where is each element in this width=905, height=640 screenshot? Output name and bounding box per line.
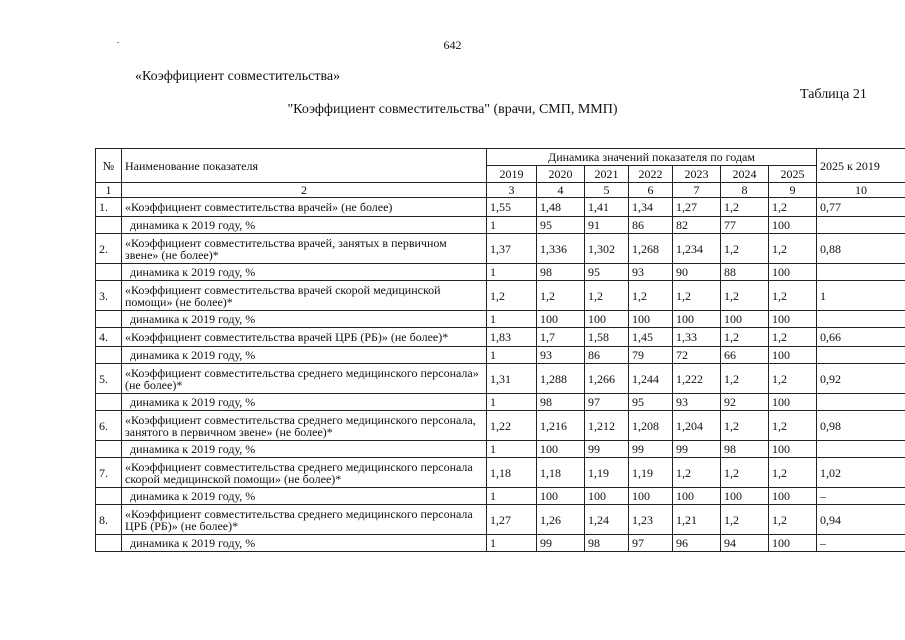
dynamics-row xyxy=(96,347,905,364)
header-year: 2023 xyxy=(673,166,721,183)
dynamics-value: 72 xyxy=(673,347,721,364)
year-value: 1,31 xyxy=(487,364,537,394)
dynamics-value: 100 xyxy=(673,488,721,505)
dynamics-row xyxy=(96,217,905,234)
dynamics-value: 91 xyxy=(585,217,629,234)
year-value: 1,244 xyxy=(629,364,673,394)
year-value: 1,7 xyxy=(537,328,585,347)
row-number: 5. xyxy=(96,364,122,394)
year-value: 1,2 xyxy=(769,458,817,488)
column-number: 4 xyxy=(537,183,585,198)
indicator-name: «Коэффициент совместительства среднего медицинского персонала скорой медицинской помощи» (не более)* xyxy=(122,458,487,488)
dynamics-label: динамика к 2019 году, % xyxy=(122,311,487,328)
dynamics-row xyxy=(96,441,905,458)
ratio-value: 0,77 xyxy=(817,198,905,217)
year-value: 1,26 xyxy=(537,505,585,535)
year-value: 1,83 xyxy=(487,328,537,347)
indicator-name: «Коэффициент совместительства врачей скорой медицинской помощи» (не более)* xyxy=(122,281,487,311)
coefficient-table xyxy=(95,148,905,552)
year-value: 1,27 xyxy=(487,505,537,535)
dynamics-value: 100 xyxy=(769,535,817,552)
dynamics-label: динамика к 2019 году, % xyxy=(122,441,487,458)
year-value: 1,2 xyxy=(769,328,817,347)
empty-cell xyxy=(96,394,122,411)
table-row xyxy=(96,458,905,488)
ratio-value: 1,02 xyxy=(817,458,905,488)
dynamics-value: 95 xyxy=(629,394,673,411)
empty-cell xyxy=(96,347,122,364)
dynamics-value: 100 xyxy=(769,441,817,458)
dynamics-value: 98 xyxy=(721,441,769,458)
year-value: 1,22 xyxy=(487,411,537,441)
year-value: 1,27 xyxy=(673,198,721,217)
dynamics-value: 96 xyxy=(673,535,721,552)
page-number: 642 xyxy=(443,38,462,52)
year-value: 1,266 xyxy=(585,364,629,394)
dynamics-label: динамика к 2019 году, % xyxy=(122,535,487,552)
year-value: 1,2 xyxy=(721,281,769,311)
year-value: 1,2 xyxy=(769,281,817,311)
ratio-value: 0,88 xyxy=(817,234,905,264)
dynamics-value: 100 xyxy=(585,311,629,328)
dynamics-value: 93 xyxy=(537,347,585,364)
table-row xyxy=(96,505,905,535)
year-value: 1,216 xyxy=(537,411,585,441)
dynamics-value: 100 xyxy=(721,488,769,505)
year-value: 1,55 xyxy=(487,198,537,217)
year-value: 1,23 xyxy=(629,505,673,535)
dynamics-value: 95 xyxy=(585,264,629,281)
year-value: 1,34 xyxy=(629,198,673,217)
year-value: 1,21 xyxy=(673,505,721,535)
empty-cell xyxy=(96,217,122,234)
year-value: 1,24 xyxy=(585,505,629,535)
year-value: 1,2 xyxy=(537,281,585,311)
dynamics-value: 100 xyxy=(769,311,817,328)
year-value: 1,2 xyxy=(721,458,769,488)
empty-cell xyxy=(96,441,122,458)
dynamics-value: 95 xyxy=(537,217,585,234)
header-dynamics: Динамика значений показателя по годам xyxy=(487,149,817,166)
dynamics-value: 94 xyxy=(721,535,769,552)
table-row xyxy=(96,281,905,311)
dynamics-row xyxy=(96,311,905,328)
section-title: «Коэффициент совместительства» xyxy=(135,69,341,84)
dynamics-value: 100 xyxy=(629,488,673,505)
year-value: 1,18 xyxy=(487,458,537,488)
dynamics-value: 100 xyxy=(537,311,585,328)
dynamics-label: динамика к 2019 году, % xyxy=(122,264,487,281)
empty-cell xyxy=(96,311,122,328)
dynamics-row xyxy=(96,535,905,552)
dynamics-value: 98 xyxy=(585,535,629,552)
header-year: 2025 xyxy=(769,166,817,183)
header-year: 2020 xyxy=(537,166,585,183)
dynamics-ratio xyxy=(817,441,905,458)
dynamics-value: 100 xyxy=(673,311,721,328)
dynamics-value: 88 xyxy=(721,264,769,281)
dynamics-ratio xyxy=(817,264,905,281)
dynamics-value: 100 xyxy=(769,488,817,505)
year-value: 1,302 xyxy=(585,234,629,264)
year-value: 1,2 xyxy=(769,364,817,394)
column-number: 2 xyxy=(122,183,487,198)
dynamics-value: 100 xyxy=(585,488,629,505)
indicator-name: «Коэффициент совместительства врачей» (не более) xyxy=(122,198,487,217)
dynamics-value: 93 xyxy=(673,394,721,411)
dynamics-value: 97 xyxy=(585,394,629,411)
header-year: 2021 xyxy=(585,166,629,183)
year-value: 1,212 xyxy=(585,411,629,441)
column-number: 1 xyxy=(96,183,122,198)
dynamics-label: динамика к 2019 году, % xyxy=(122,488,487,505)
dynamics-value: 1 xyxy=(487,535,537,552)
header-num: № xyxy=(96,149,122,183)
year-value: 1,2 xyxy=(721,505,769,535)
dynamics-value: 99 xyxy=(629,441,673,458)
year-value: 1,204 xyxy=(673,411,721,441)
dynamics-value: 99 xyxy=(585,441,629,458)
table-caption: "Коэффициент совместительства" (врачи, СМП, ММП) xyxy=(287,102,618,117)
year-value: 1,336 xyxy=(537,234,585,264)
table-label: Таблица 21 xyxy=(800,87,867,102)
dynamics-value: 100 xyxy=(721,311,769,328)
ratio-value: 0,92 xyxy=(817,364,905,394)
dynamics-ratio xyxy=(817,347,905,364)
year-value: 1,58 xyxy=(585,328,629,347)
indicator-name: «Коэффициент совместительства врачей ЦРБ (РБ)» (не более)* xyxy=(122,328,487,347)
indicator-name: «Коэффициент совместительства среднего медицинского персонала» (не более)* xyxy=(122,364,487,394)
year-value: 1,33 xyxy=(673,328,721,347)
year-value: 1,2 xyxy=(769,411,817,441)
dynamics-row xyxy=(96,394,905,411)
dynamics-value: 92 xyxy=(721,394,769,411)
dynamics-value: 79 xyxy=(629,347,673,364)
dynamics-ratio xyxy=(817,394,905,411)
dynamics-ratio: – xyxy=(817,488,905,505)
dynamics-value: 1 xyxy=(487,264,537,281)
empty-cell xyxy=(96,264,122,281)
dynamics-value: 66 xyxy=(721,347,769,364)
column-number: 5 xyxy=(585,183,629,198)
indicator-name: «Коэффициент совместительства среднего медицинского персонала, занятого в первичном звене» (не более)* xyxy=(122,411,487,441)
year-value: 1,268 xyxy=(629,234,673,264)
header-year: 2019 xyxy=(487,166,537,183)
column-number: 3 xyxy=(487,183,537,198)
dynamics-value: 90 xyxy=(673,264,721,281)
column-number: 8 xyxy=(721,183,769,198)
dynamics-value: 100 xyxy=(629,311,673,328)
column-number: 7 xyxy=(673,183,721,198)
year-value: 1,37 xyxy=(487,234,537,264)
year-value: 1,45 xyxy=(629,328,673,347)
dynamics-value: 99 xyxy=(537,535,585,552)
dynamics-ratio xyxy=(817,217,905,234)
dynamics-label: динамика к 2019 году, % xyxy=(122,217,487,234)
dynamics-value: 86 xyxy=(629,217,673,234)
dynamics-value: 1 xyxy=(487,394,537,411)
year-value: 1,2 xyxy=(673,458,721,488)
header-year: 2024 xyxy=(721,166,769,183)
year-value: 1,2 xyxy=(769,234,817,264)
dynamics-value: 93 xyxy=(629,264,673,281)
dynamics-value: 100 xyxy=(769,394,817,411)
dynamics-value: 1 xyxy=(487,217,537,234)
ratio-value: 0,94 xyxy=(817,505,905,535)
table-row xyxy=(96,364,905,394)
ratio-value: 0,98 xyxy=(817,411,905,441)
year-value: 1,208 xyxy=(629,411,673,441)
dynamics-ratio xyxy=(817,311,905,328)
header-year: 2022 xyxy=(629,166,673,183)
dynamics-value: 99 xyxy=(673,441,721,458)
ratio-value: 0,66 xyxy=(817,328,905,347)
dynamics-value: 100 xyxy=(537,441,585,458)
year-value: 1,2 xyxy=(721,198,769,217)
row-number: 2. xyxy=(96,234,122,264)
empty-cell xyxy=(96,535,122,552)
dynamics-row xyxy=(96,488,905,505)
dynamics-value: 86 xyxy=(585,347,629,364)
year-value: 1,2 xyxy=(721,328,769,347)
dynamics-value: 1 xyxy=(487,311,537,328)
row-number: 4. xyxy=(96,328,122,347)
dynamics-row xyxy=(96,264,905,281)
column-number: 10 xyxy=(817,183,905,198)
table-row xyxy=(96,198,905,217)
header-ratio: 2025 к 2019 xyxy=(817,149,905,183)
row-number: 8. xyxy=(96,505,122,535)
year-value: 1,2 xyxy=(721,234,769,264)
dynamics-value: 98 xyxy=(537,264,585,281)
column-number: 9 xyxy=(769,183,817,198)
year-value: 1,18 xyxy=(537,458,585,488)
header-name: Наименование показателя xyxy=(122,149,487,183)
year-value: 1,2 xyxy=(721,411,769,441)
year-value: 1,2 xyxy=(721,364,769,394)
year-value: 1,19 xyxy=(629,458,673,488)
dynamics-label: динамика к 2019 году, % xyxy=(122,394,487,411)
dynamics-value: 98 xyxy=(537,394,585,411)
dynamics-value: 97 xyxy=(629,535,673,552)
row-number: 3. xyxy=(96,281,122,311)
year-value: 1,2 xyxy=(769,198,817,217)
year-value: 1,288 xyxy=(537,364,585,394)
year-value: 1,2 xyxy=(487,281,537,311)
indicator-name: «Коэффициент совместительства среднего медицинского персонала ЦРБ (РБ)» (не более)* xyxy=(122,505,487,535)
dynamics-value: 100 xyxy=(769,347,817,364)
year-value: 1,2 xyxy=(629,281,673,311)
year-value: 1,234 xyxy=(673,234,721,264)
dynamics-value: 100 xyxy=(769,264,817,281)
table-row xyxy=(96,234,905,264)
year-value: 1,2 xyxy=(585,281,629,311)
dynamics-value: 1 xyxy=(487,347,537,364)
dynamics-value: 1 xyxy=(487,441,537,458)
year-value: 1,19 xyxy=(585,458,629,488)
row-number: 6. xyxy=(96,411,122,441)
dynamics-label: динамика к 2019 году, % xyxy=(122,347,487,364)
table-row xyxy=(96,328,905,347)
row-number: 7. xyxy=(96,458,122,488)
dynamics-value: 77 xyxy=(721,217,769,234)
empty-cell xyxy=(96,488,122,505)
year-value: 1,48 xyxy=(537,198,585,217)
year-value: 1,2 xyxy=(673,281,721,311)
ratio-value: 1 xyxy=(817,281,905,311)
dynamics-value: 100 xyxy=(769,217,817,234)
column-number: 6 xyxy=(629,183,673,198)
table-row xyxy=(96,411,905,441)
dynamics-value: 1 xyxy=(487,488,537,505)
year-value: 1,222 xyxy=(673,364,721,394)
year-value: 1,41 xyxy=(585,198,629,217)
dynamics-ratio: – xyxy=(817,535,905,552)
year-value: 1,2 xyxy=(769,505,817,535)
dynamics-value: 100 xyxy=(537,488,585,505)
row-number: 1. xyxy=(96,198,122,217)
dynamics-value: 82 xyxy=(673,217,721,234)
indicator-name: «Коэффициент совместительства врачей, занятых в первичном звене» (не более)* xyxy=(122,234,487,264)
